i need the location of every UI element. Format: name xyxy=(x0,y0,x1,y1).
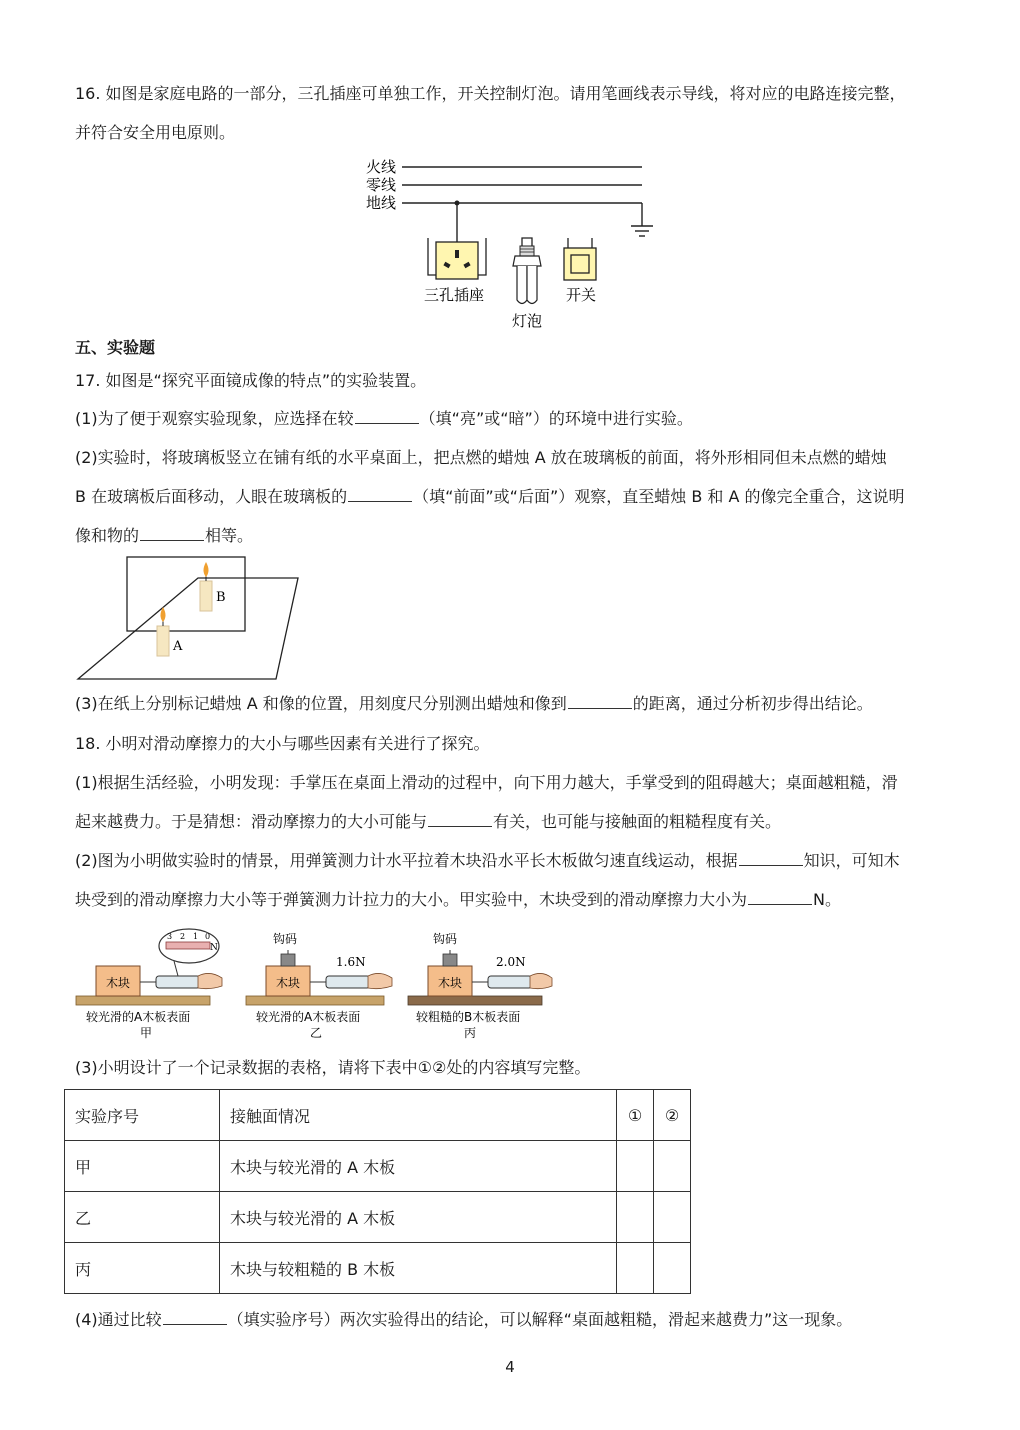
q16-line2: 并符合安全用电原则。 xyxy=(75,123,236,142)
section-title: 五、实验题 xyxy=(75,338,156,357)
caption-yi: 较光滑的A木板表面 xyxy=(256,1010,361,1024)
q18-part2-line1 xyxy=(75,851,900,871)
q17-part3-text-a: (3)在纸上分别标记蜡烛 A 和像的位置，用刻度尺分别测出蜡烛和像到 xyxy=(75,694,567,713)
q18-part2-text-c: 块受到的滑动摩擦力大小等于弹簧测力计拉力的大小。甲实验中，木块受到的滑动摩擦力大小为 xyxy=(75,890,748,909)
table-row xyxy=(65,1243,691,1294)
socket-label: 三孔插座 xyxy=(424,286,485,304)
name-jia: 甲 xyxy=(140,1026,153,1040)
q18-part2-text-b: 知识，可知木 xyxy=(803,851,900,870)
candle-a xyxy=(157,607,169,656)
answer-blank[interactable] xyxy=(140,526,204,541)
table-cell: 木块与较粗糙的 B 木板 xyxy=(220,1243,617,1294)
header-cell: ② xyxy=(654,1090,691,1141)
table-cell-empty[interactable] xyxy=(654,1192,691,1243)
answer-blank[interactable] xyxy=(748,890,812,905)
table-cell-empty[interactable] xyxy=(654,1243,691,1294)
q17-intro: 17. 如图是“探究平面镜成像的特点”的实验装置。 xyxy=(75,371,427,390)
answer-blank[interactable] xyxy=(568,694,632,709)
table-cell-empty[interactable] xyxy=(654,1141,691,1192)
dial-tick-2: 2 xyxy=(180,932,186,941)
q17-part2-line1: (2)实验时，将玻璃板竖立在铺有纸的水平桌面上，把点燃的蜡烛 A 放在玻璃板的前面，将外形相同但未点燃的蜡烛 xyxy=(75,448,887,467)
plane-mirror-figure xyxy=(76,554,301,684)
caption-jia: 较光滑的A木板表面 xyxy=(86,1010,191,1024)
answer-blank[interactable] xyxy=(428,812,492,827)
three-hole-socket xyxy=(428,238,486,279)
answer-blank[interactable] xyxy=(163,1310,227,1325)
q18-intro: 18. 小明对滑动摩擦力的大小与哪些因素有关进行了探究。 xyxy=(75,734,490,753)
wall-switch-icon xyxy=(564,238,596,280)
block-label-yi: 木块 xyxy=(276,976,301,990)
earth-ground-symbol xyxy=(631,203,653,236)
q17-part1-text-b: （填“亮”或“暗”）的环境中进行实验。 xyxy=(419,409,693,428)
table-cell: 木块与较光滑的 A 木板 xyxy=(220,1141,617,1192)
table-cell: 丙 xyxy=(65,1243,220,1294)
live-wire-label: 火线 xyxy=(366,158,397,176)
q18-part4 xyxy=(75,1310,852,1330)
q17-part1 xyxy=(75,409,693,429)
name-yi: 乙 xyxy=(310,1026,323,1040)
spring-scale-jia xyxy=(156,976,200,988)
q17-part2-text-b: （填“前面”或“后面”）观察，直至蜡烛 B 和 A 的像完全重合，这说明 xyxy=(413,487,905,506)
table-cell: 乙 xyxy=(65,1192,220,1243)
board-a-jia xyxy=(76,996,210,1005)
header-cell: ① xyxy=(617,1090,654,1141)
household-circuit-figure xyxy=(360,150,660,335)
header-cell: 接触面情况 xyxy=(220,1090,617,1141)
header-cell: 实验序号 xyxy=(65,1090,220,1141)
reading-yi: 1.6N xyxy=(336,955,366,969)
table-header-row xyxy=(65,1090,691,1141)
weight-label-yi: 钩码 xyxy=(273,932,298,946)
spring-scale-bing xyxy=(488,976,532,988)
answer-blank[interactable] xyxy=(355,409,419,424)
table-cell-empty[interactable] xyxy=(617,1243,654,1294)
q17-part2-text-a: B 在玻璃板后面移动，人眼在玻璃板的 xyxy=(75,487,348,506)
table-row xyxy=(65,1141,691,1192)
q18-part2-text-d: N。 xyxy=(813,890,841,909)
answer-blank[interactable] xyxy=(348,487,412,502)
record-table xyxy=(64,1089,691,1294)
weight-label-bing: 钩码 xyxy=(433,932,458,946)
dial-tick-0: 0 xyxy=(205,932,211,941)
q18-part2-line2 xyxy=(75,890,841,910)
q18-part1-text-b: 有关，也可能与接触面的粗糙程度有关。 xyxy=(493,812,782,831)
table-paper-plane xyxy=(78,578,298,679)
candle-b-label: B xyxy=(216,590,226,605)
candle-a-label: A xyxy=(173,639,183,654)
q17-part2-text-c: 像和物的 xyxy=(75,526,140,545)
q18-part4-text-b: （填实验序号）两次实验得出的结论，可以解释“桌面越粗糙，滑起来越费力”这一现象。 xyxy=(227,1310,853,1329)
light-bulb-icon xyxy=(513,238,541,304)
q17-part2-line3 xyxy=(75,526,253,546)
q17-part2-line2 xyxy=(75,487,905,507)
q18-part4-text-a: (4)通过比较 xyxy=(75,1310,162,1329)
setup-bing xyxy=(408,932,552,1040)
dial-unit: N xyxy=(210,943,218,953)
page-number: 4 xyxy=(505,1358,515,1376)
table-row xyxy=(65,1192,691,1243)
caption-bing: 较粗糙的B木板表面 xyxy=(416,1010,521,1024)
weight-bing xyxy=(443,954,457,966)
table-cell-empty[interactable] xyxy=(617,1141,654,1192)
q18-part1-line1: (1)根据生活经验，小明发现：手掌压在桌面上滑动的过程中，向下用力越大，手掌受到的阻碍越大；桌面越粗糙，滑 xyxy=(75,773,898,792)
answer-blank[interactable] xyxy=(739,851,803,866)
friction-experiment-figure xyxy=(74,926,554,1041)
block-label-bing: 木块 xyxy=(438,976,463,990)
hand-bing xyxy=(530,973,552,988)
q17-part1-text-a: (1)为了便于观察实验现象，应选择在较 xyxy=(75,409,354,428)
board-a-yi xyxy=(246,996,384,1005)
q17-part3 xyxy=(75,694,873,714)
q16-line1: 16. 如图是家庭电路的一部分，三孔插座可单独工作，开关控制灯泡。请用笔画线表示导线，将对应的电路连接完整， xyxy=(75,84,906,103)
q18-part2-text-a: (2)图为小明做实验时的情景，用弹簧测力计水平拉着木块沿水平长木板做匀速直线运动，根据 xyxy=(75,851,738,870)
bulb-label: 灯泡 xyxy=(512,312,543,330)
hand-yi xyxy=(368,973,392,988)
table-cell: 甲 xyxy=(65,1141,220,1192)
block-label-jia: 木块 xyxy=(106,976,131,990)
dial-tick-1: 1 xyxy=(193,932,199,941)
setup-yi xyxy=(246,932,392,1040)
table-cell: 木块与较光滑的 A 木板 xyxy=(220,1192,617,1243)
q17-part3-text-b: 的距离，通过分析初步得出结论。 xyxy=(632,694,873,713)
neutral-wire-label: 零线 xyxy=(366,176,397,194)
glass-plate xyxy=(127,557,245,631)
hand-jia xyxy=(198,973,222,988)
board-b-bing xyxy=(408,996,542,1005)
spring-scale-yi xyxy=(326,976,370,988)
ground-wire-label: 地线 xyxy=(366,194,397,212)
q18-part1-text-a: 起来越费力。于是猜想：滑动摩擦力的大小可能与 xyxy=(75,812,428,831)
reading-bing: 2.0N xyxy=(496,955,526,969)
name-bing: 丙 xyxy=(464,1026,477,1040)
dial-tick-3: 3 xyxy=(167,932,173,941)
candle-b xyxy=(200,562,212,611)
weight-yi xyxy=(281,954,295,966)
q18-part1-line2 xyxy=(75,812,781,832)
switch-label: 开关 xyxy=(566,286,597,304)
setup-jia xyxy=(76,929,222,1040)
table-cell-empty[interactable] xyxy=(617,1192,654,1243)
q17-part2-text-d: 相等。 xyxy=(205,526,254,545)
q18-part3: (3)小明设计了一个记录数据的表格，请将下表中①②处的内容填写完整。 xyxy=(75,1058,591,1077)
